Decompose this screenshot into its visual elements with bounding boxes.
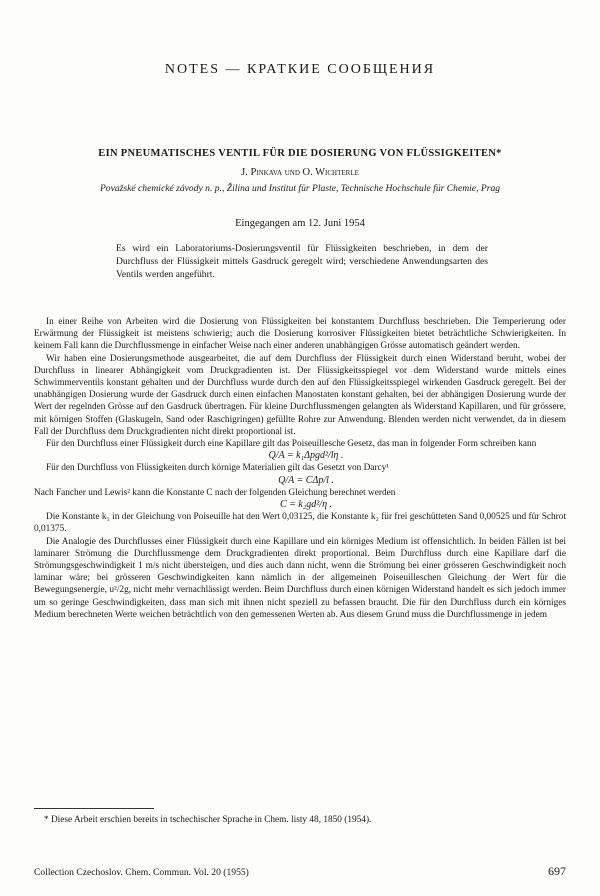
authors: J. Pinkava und O. Wichterle (241, 167, 359, 178)
affiliation: Považské chemické závody n. p., Žilina und Institut für Plaste, Technische Hochschule für Chemie, Prag (99, 183, 501, 194)
equation-poiseuille: Q/A = k₁Δpgd²/lη . (268, 450, 344, 462)
paragraph: Nach Fancher und Lewis² kann die Konstante C nach der folgenden Gleichung berechnet werden (34, 487, 396, 498)
journal-reference: Collection Czechoslov. Chem. Commun. Vol. 20 (1955) (34, 867, 249, 878)
paragraph: In einer Reihe von Arbeiten wird die Dosierung von Flüssigkeiten bei konstantem Durchfluss beschrieben. Die Temperierung oder Erwärmung der Flüssigkeit ist meistens schwierig; auch die Dosierung korrosiver Flüssigkeiten bietet beträchtliche Schwierigkeiten. In keinem Fall kann die Durchflussmenge in einfacher Weise nach einer anderen unabhängigen Grösse automatisch geändert werden. (34, 317, 566, 352)
section-title: NOTES — КРАТКИЕ СООБЩЕНИЯ (164, 62, 436, 77)
paragraph: Wir haben eine Dosierungsmethode ausgearbeitet, die auf dem Durchfluss der Flüssigkeit durch einen Widerstand beruht, wobei der Durchfluss in linearer Abhängigkeit vom Druckgradienten ist. Der Flüssigkeitsspiegel vor dem Widerstand wurde mittels eines Schwimmerventils konstant gehalten und der Durchfluss wurde durch den auf den Flüssigkeitsspiegel wirkenden Gasdruck geregelt. Bei der unabhängigen Dosierung wurde der Gasdruck durch einen einfachen Manostaten konstant gehalten, bei der abhängigen Dosierung wurde der Wert der regelnden Grösse auf den Gasdruck übertragen. Für kleine Durchflussmengen gelangten als Widerstand Kapillaren, und für grössere, mit körnigen Stoffen (Glaskugeln, Sand oder Raschigringen) gefüllte Rohre zur Anwendung. Blenden werden nicht verwendet, da in diesem Fall der Durchfluss dem Druckgradienten nicht direkt proportional ist. (34, 353, 566, 437)
footnote-divider (34, 808, 154, 809)
equation-darcy: Q/A = CΔp/l . (278, 474, 334, 486)
article-title: EIN PNEUMATISCHES VENTIL FÜR DIE DOSIERUNG VON FLÜSSIGKEITEN* (98, 148, 502, 159)
received-date: Eingegangen am 12. Juni 1954 (235, 218, 365, 229)
footnote: * Diese Arbeit erschien bereits in tschechischer Sprache in Chem. listy 48, 1850 (1954). (44, 815, 372, 825)
paragraph: Die Analogie des Durchflusses einer Flüssigkeit durch eine Kapillare und ein körniges Medium ist offensichtlich. In beiden Fällen ist bei laminarer Strömung die Durchflussmenge dem Druckgradienten direkt proportional. Beim Durchfluss durch eine Kapillare darf die Strömungsgeschwindigkeit 1 m/s nicht übersteigen, und dies auch dann nicht, wenn die Strömung bei einer grösseren Geschwindigkeit noch laminar wäre; bei grösseren Geschwindigkeiten kann nämlich in der allgemeinen Poiseuilleschen Gleichung der Wert für die Bewegungsenergie, u²/2g, nicht mehr vernachlässigt werden. Beim Durchfluss durch einen körnigen Widerstand handelt es sich jedoch immer um so geringe Geschwindigkeiten, dass man sich mit ihnen nicht speziell zu befassen braucht. Die für den Durchfluss durch ein körniges Medium berechneten Werte weichen beträchtlich von den gemessenen Werten ab. Aus diesem Grund muss die Durchflussmenge in jedem (34, 536, 566, 620)
paragraph: Für den Durchfluss einer Flüssigkeit durch eine Kapillare gilt das Poiseuillesche Gesetz, das man in folgender Form schreiben kann (46, 439, 537, 450)
paragraph: Die Konstante k₁ in der Gleichung von Poiseuille hat den Wert 0,03125, die Konstante k₂ für frei geschütteten Sand 0,00525 und für Schrot 0,01375. (34, 512, 566, 535)
page-number: 697 (548, 864, 566, 878)
equation-fancher-lewis: C = k₂gd²/η . (279, 499, 333, 511)
paragraph: Für den Durchfluss von Flüssigkeiten durch körnige Materialien gilt das Gesetzt von Darcy¹ (46, 463, 390, 474)
abstract: Es wird ein Laboratoriums-Dosierungsventil für Flüssigkeiten beschrieben, in dem der Durchfluss der Flüssigkeit mittels Gasdruck geregelt wird; verschiedene Anwendungsarten des Ventils werden angeführt. (116, 243, 488, 280)
article-body (34, 316, 566, 621)
